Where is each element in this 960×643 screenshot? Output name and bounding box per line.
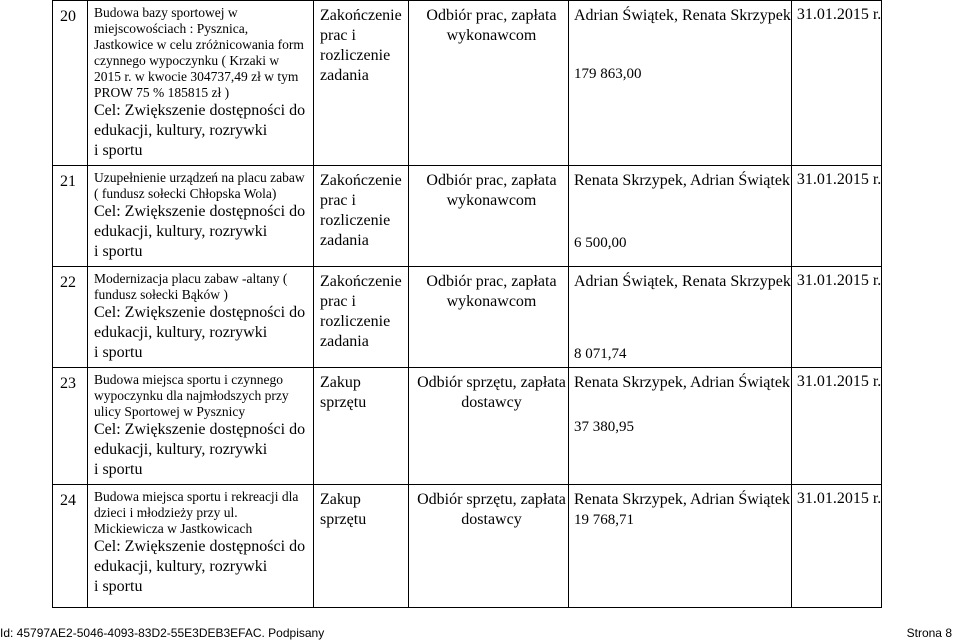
deadline-date: 31.01.2015 r. (791, 166, 881, 267)
text-line: Odbiór prac, zapłata (426, 7, 557, 24)
table-row (53, 166, 882, 267)
text-line: i sportu (94, 243, 143, 260)
text-line: edukacji, kultury, rozrywki (94, 441, 268, 458)
text-line: Modernizacja placu zabaw -altany ( (94, 271, 288, 286)
tasks-table (52, 0, 882, 608)
text-line: Budowa miejsca sportu i rekreacji dla (94, 489, 299, 504)
row-number: 23 (53, 368, 88, 485)
task-basis (409, 166, 569, 267)
amount-value: 8 071,74 (574, 346, 627, 362)
text-line: Cel: Zwiększenie dostępności do (94, 203, 306, 220)
text-line: i sportu (94, 344, 143, 361)
text-line: edukacji, kultury, rozrywki (94, 122, 268, 139)
deadline-date: 31.01.2015 r. (791, 368, 881, 485)
text-line: i sportu (94, 578, 143, 595)
deadline-date: 31.01.2015 r. (791, 485, 881, 608)
text-line: rozliczenie (320, 313, 391, 330)
text-line: wykonawcom (446, 27, 537, 44)
task-form (314, 1, 409, 166)
table-row (53, 1, 882, 166)
row-number: 24 (53, 485, 88, 608)
text-line: edukacji, kultury, rozrywki (94, 324, 268, 341)
task-description (88, 368, 314, 485)
task-basis (409, 267, 569, 368)
text-line: Jastkowice w celu zróżnicowania form (94, 37, 304, 52)
responsible-persons (569, 267, 792, 368)
text-line: 2015 r. w kwocie 304737,49 zł w tym (94, 69, 299, 84)
deadline-date: 31.01.2015 r. (791, 267, 881, 368)
text-line: Cel: Zwiększenie dostępności do (94, 538, 306, 555)
text-line: ulicy Sportowej w Pysznicy (94, 404, 246, 419)
task-description (88, 1, 314, 166)
text-line: Zakończenie (320, 7, 402, 24)
task-form (314, 267, 409, 368)
responsible-names: Renata Skrzypek, Adrian Świątek (574, 374, 790, 391)
task-description (88, 485, 314, 608)
text-line: rozliczenie (320, 212, 391, 229)
responsible-persons (569, 485, 792, 608)
text-line: miejscowościach : Pysznica, (94, 21, 249, 36)
text-line: Budowa bazy sportowej w (94, 5, 238, 20)
text-line: Odbiór prac, zapłata (426, 172, 557, 189)
responsible-names: Adrian Świątek, Renata Skrzypek (574, 273, 791, 290)
task-basis (409, 485, 569, 608)
task-basis (409, 1, 569, 166)
text-line: Zakup sprzętu (320, 374, 367, 411)
text-line: czynnego wypoczynku ( Krzaki w (94, 53, 280, 68)
text-line: Cel: Zwiększenie dostępności do (94, 102, 306, 119)
text-line: i sportu (94, 461, 143, 478)
text-line: zadania (320, 333, 369, 350)
responsible-persons (569, 1, 792, 166)
task-form (314, 368, 409, 485)
table-row (53, 267, 882, 368)
responsible-names: Renata Skrzypek, Adrian Świątek (574, 491, 790, 508)
text-line: Zakup sprzętu (320, 491, 367, 528)
text-line: Odbiór prac, zapłata (426, 273, 557, 290)
text-line: fundusz sołecki Bąków ) (94, 287, 228, 302)
text-line: dostawcy (461, 511, 522, 528)
responsible-names: Renata Skrzypek, Adrian Świątek (574, 172, 790, 189)
text-line: rozliczenie (320, 47, 391, 64)
document-id: Id: 45797AE2-5046-4093-83D2-55E3DEB3EFAC. Podpisany (0, 626, 325, 640)
responsible-names: Adrian Świątek, Renata Skrzypek (574, 7, 791, 24)
amount-value: 19 768,71 (574, 512, 634, 528)
text-line: prac i (320, 27, 356, 44)
text-line: PROW 75 % 185815 zł ) (94, 85, 230, 100)
text-line: edukacji, kultury, rozrywki (94, 558, 268, 575)
text-line: zadania (320, 232, 369, 249)
task-form (314, 485, 409, 608)
text-line: Odbiór sprzętu, zapłata (417, 374, 566, 391)
table-row (53, 368, 882, 485)
amount-value: 37 380,95 (574, 419, 634, 435)
text-line: Mickiewicza w Jastkowicach (94, 521, 253, 536)
row-number: 20 (53, 1, 88, 166)
text-line: prac i (320, 293, 356, 310)
text-line: edukacji, kultury, rozrywki (94, 223, 268, 240)
responsible-persons (569, 166, 792, 267)
text-line: Odbiór sprzętu, zapłata (417, 491, 566, 508)
text-line: dzieci i młodzieży przy ul. (94, 505, 238, 520)
text-line: Zakończenie (320, 273, 402, 290)
table-row (53, 485, 882, 608)
text-line: Cel: Zwiększenie dostępności do (94, 421, 306, 438)
row-number: 22 (53, 267, 88, 368)
deadline-date: 31.01.2015 r. (791, 1, 881, 166)
text-line: Budowa miejsca sportu i czynnego (94, 372, 283, 387)
task-basis (409, 368, 569, 485)
text-line: dostawcy (461, 394, 522, 411)
task-description (88, 166, 314, 267)
text-line: wykonawcom (446, 192, 537, 209)
text-line: ( fundusz sołecki Chłopska Wola) (94, 186, 277, 201)
row-number: 21 (53, 166, 88, 267)
page-number: Strona 8 (906, 626, 952, 640)
text-line: wykonawcom (446, 293, 537, 310)
text-line: wypoczynku dla najmłodszych przy (94, 388, 289, 403)
amount-value: 179 863,00 (574, 66, 642, 82)
text-line: prac i (320, 192, 356, 209)
text-line: Uzupełnienie urządzeń na placu zabaw (94, 170, 305, 185)
text-line: Cel: Zwiększenie dostępności do (94, 304, 306, 321)
text-line: zadania (320, 67, 369, 84)
amount-value: 6 500,00 (574, 235, 627, 251)
text-line: Zakończenie (320, 172, 402, 189)
responsible-persons (569, 368, 792, 485)
task-description (88, 267, 314, 368)
text-line: i sportu (94, 142, 143, 159)
task-form (314, 166, 409, 267)
